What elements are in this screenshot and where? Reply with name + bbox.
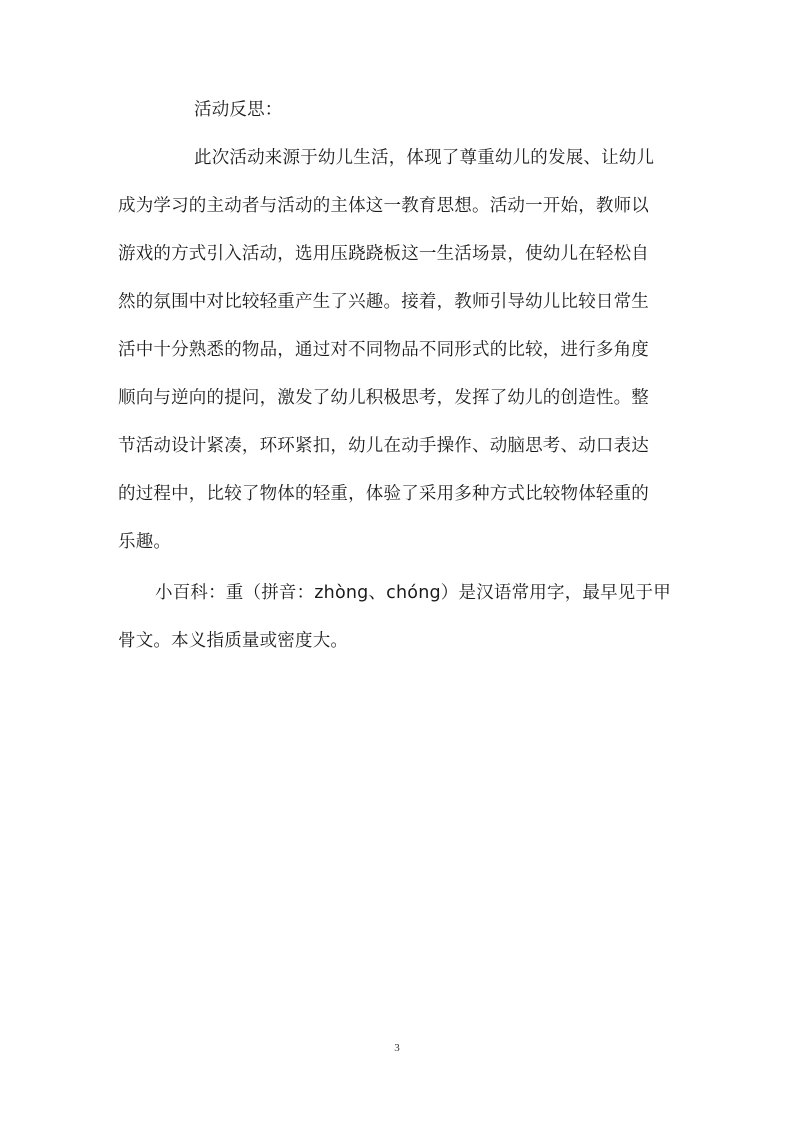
section-heading: 活动反思：: [194, 100, 283, 120]
paragraph-line: 然的氛围中对比较轻重产生了兴趣。接着，教师引导幼儿比较日常生: [118, 292, 649, 312]
paragraph-line: 顺向与逆向的提问，激发了幼儿积极思考，发挥了幼儿的创造性。整: [118, 388, 649, 408]
paragraph-line: 的过程中，比较了物体的轻重，体验了采用多种方式比较物体轻重的: [118, 484, 649, 504]
paragraph-line: 节活动设计紧凑，环环紧扣，幼儿在动手操作、动脑思考、动口表达: [118, 436, 649, 456]
paragraph-line: 游戏的方式引入活动，选用压跷跷板这一生活场景，使幼儿在轻松自: [118, 244, 649, 264]
page-number: 3: [394, 1042, 400, 1054]
paragraph-line: 此次活动来源于幼儿生活，体现了尊重幼儿的发展、让幼儿: [194, 148, 655, 168]
encyclopedia-line: 骨文。本义指质量或密度大。: [118, 631, 349, 651]
paragraph-line: 活中十分熟悉的物品，通过对不同物品不同形式的比较，进行多角度: [118, 340, 649, 360]
encyclopedia-line: 小百科：重（拼音：zhòng、chóng）是汉语常用字，最早见于甲: [155, 583, 671, 603]
paragraph-line: 成为学习的主动者与活动的主体这一教育思想。活动一开始，教师以: [118, 196, 649, 216]
paragraph-line: 乐趣。: [118, 532, 172, 552]
